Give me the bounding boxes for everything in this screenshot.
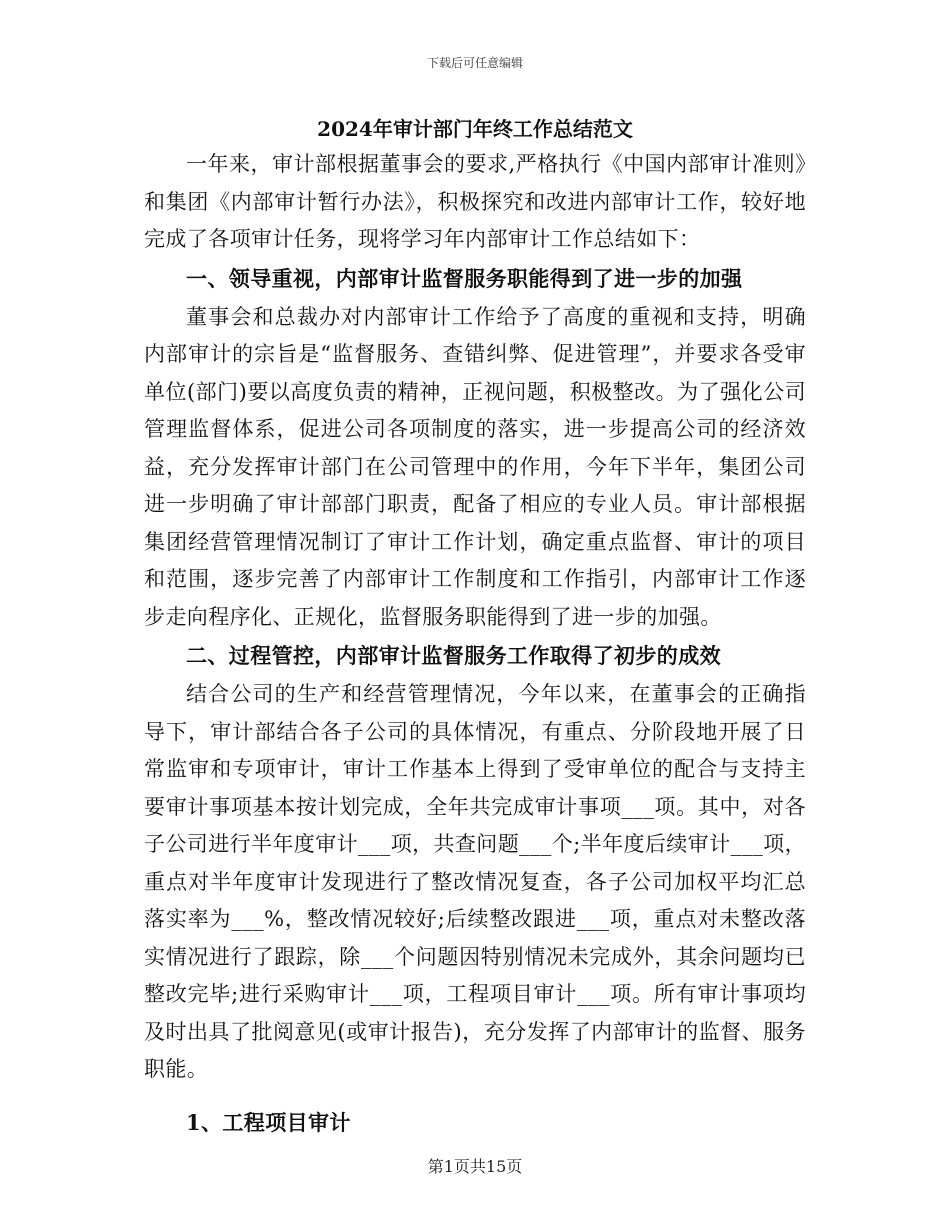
intro-paragraph: 一年来，审计部根据董事会的要求,严格执行《中国内部审计准则》和集团《内部审计暂行办法》，积极探究和改进内部审计工作，较好地完成了各项审计任务，现将学习年内部审计工作总结如下：: [144, 152, 806, 251]
page-footer: 第1页共15页: [427, 1157, 523, 1176]
document-title: 2024年审计部门年终工作总结范文: [317, 117, 633, 141]
document-body: [144, 112, 806, 1143]
header-note: 下载后可任意编辑: [426, 56, 523, 70]
section-1-paragraph: 董事会和总裁办对内部审计工作给予了高度的重视和支持，明确内部审计的宗旨是“监督服务、查错纠弊、促进管理”，并要求各受审单位(部门)要以高度负责的精神，正视问题，积极整改。为了强化公司管理监督体系，促进公司各项制度的落实，进一步提高公司的经济效益，充分发挥审计部门在公司管理中的作用，今年下半年，集团公司进一步明确了审计部部门职责，配备了相应的专业人员。审计部根据集团经营管理情况制订了审计工作计划，确定重点监督、审计的项目和范围，逐步完善了内部审计工作制度和工作指引，内部审计工作逐步走向程序化、正规化，监督服务职能得到了进一步的加强。: [144, 304, 806, 629]
section-1-heading: 一、领导重视，内部审计监督服务职能得到了进一步的加强: [186, 265, 743, 291]
subsection-1-heading: 1、工程项目审计: [186, 1109, 351, 1135]
section-2-heading: 二、过程管控，内部审计监督服务工作取得了初步的成效: [186, 643, 721, 668]
section-2-paragraph: 结合公司的生产和经营管理情况，今年以来，在董事会的正确指导下，审计部结合各子公司的具体情况，有重点、分阶段地开展了日常监审和专项审计，审计工作基本上得到了受审单位的配合与支持主要审计事项基本按计划完成，全年共完成审计事项___项。其中，对各子公司进行半年度审计___项，共查问题___个;半年度后续审计___项，重点对半年度审计发现进行了整改情况复查，各子公司加权平均汇总落实率为___%，整改情况较好;后续整改跟进___项，重点对未整改落实情况进行了跟踪，除___个问题因特别情况未完成外，其余问题均已整改完毕;进行采购审计___项，工程项目审计___项。所有审计事项均及时出具了批阅意见(或审计报告)，充分发挥了内部审计的监督、服务职能。: [144, 682, 806, 1081]
